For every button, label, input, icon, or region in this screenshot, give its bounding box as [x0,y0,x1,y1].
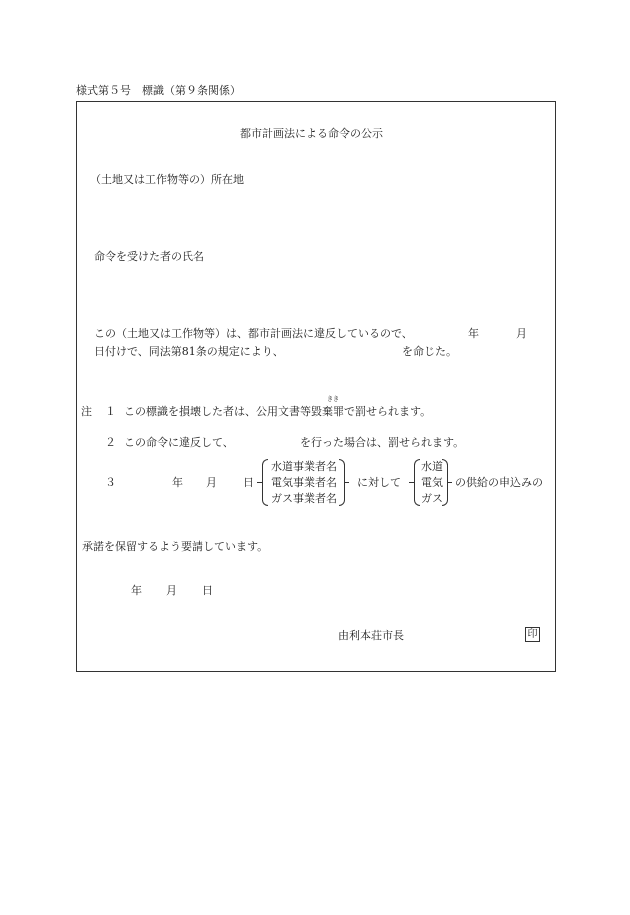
note2-number: ２ [105,436,116,449]
utility-brace-left [414,459,420,506]
body-line1-text: この（土地又は工作物等）は、都市計画法に違反しているので、 [94,327,413,340]
utility-electric: 電気 [421,476,443,489]
date-year: 年 [131,584,142,597]
utility-brace-right-tip [447,482,452,483]
notes-label: 注 [81,405,92,418]
body-line2-text: 日付けで、同法第81条の規定により、 [94,345,284,358]
body-line1-year: 年 [468,327,479,340]
utility-water: 水道 [421,460,443,473]
notice-frame [76,101,556,672]
notice-title: 都市計画法による命令の公示 [240,127,383,140]
note3-end: の供給の申込みの [455,476,543,489]
provider-brace-left [262,459,268,506]
provider-gas: ガス事業者名 [271,492,337,505]
note3-year: 年 [172,476,183,489]
note2-end: を行った場合は、罰せられます。 [300,436,465,449]
date-month: 月 [166,584,177,597]
utility-brace-left-tip [409,482,414,483]
utility-gas: ガス [421,492,443,505]
note1-number: １ [105,405,116,418]
note1-ruby: きき [327,396,340,403]
note3-continuation: 承諾を保留するよう要請しています。 [82,540,269,553]
note3-number: ３ [105,476,116,489]
body-line2-end: を命じた。 [402,345,457,358]
provider-electric: 電気事業者名 [271,476,337,489]
issuer-name: 由利本荘市長 [338,629,404,642]
location-label: （土地又は工作物等の）所在地 [90,173,244,186]
note3-middle: に対して [357,476,401,489]
form-label: 様式第５号 標識（第９条関係） [76,84,241,97]
note3-month: 月 [206,476,217,489]
note1-text: この標識を損壊した者は、公用文書等毀棄罪で罰せられます。 [124,405,432,418]
date-day: 日 [202,584,213,597]
note3-day: 日 [243,476,254,489]
body-line1-month: 月 [516,327,527,340]
seal-mark: 印 [525,627,540,642]
recipient-label: 命令を受けた者の氏名 [94,250,204,263]
provider-water: 水道事業者名 [271,460,337,473]
note2-text: この命令に違反して、 [124,436,234,449]
provider-brace-right-tip [344,482,349,483]
provider-brace-left-tip [257,482,262,483]
